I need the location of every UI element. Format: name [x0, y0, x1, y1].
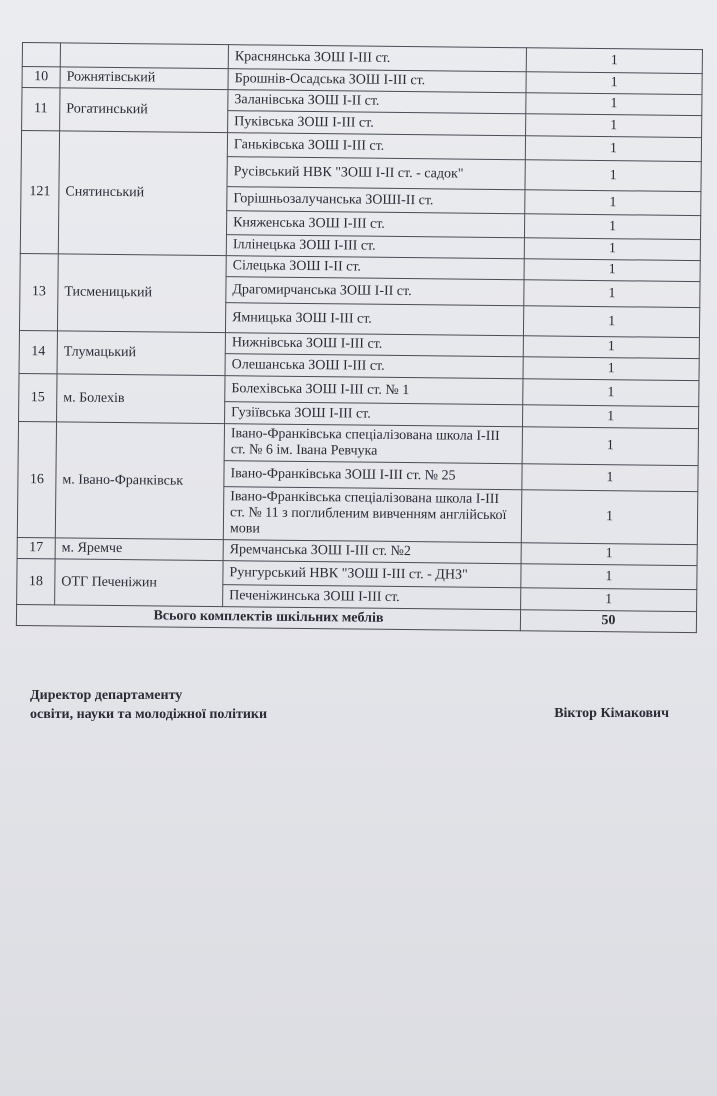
row-number: 13: [19, 253, 58, 330]
furniture-quantity: 1: [526, 114, 702, 138]
furniture-quantity: 1: [523, 306, 699, 338]
district-name: м. Івано-Франківськ: [55, 422, 224, 540]
district-name: Рожнятівський: [60, 67, 228, 90]
school-name: Пуківська ЗОШ І-ІІІ ст.: [228, 111, 526, 136]
furniture-quantity: 1: [522, 464, 698, 492]
total-value: 50: [520, 610, 696, 633]
school-name: Ямницька ЗОШ І-ІІІ ст.: [225, 303, 523, 336]
position-title-line1: Директор департаменту: [30, 688, 183, 703]
school-name: Заланівська ЗОШ І-ІІ ст.: [228, 90, 526, 114]
furniture-quantity: 1: [526, 72, 702, 95]
furniture-quantity: 1: [523, 379, 699, 407]
table-row: [18, 421, 698, 465]
table-body: [17, 43, 703, 612]
district-name: ОТГ Печеніжин: [55, 559, 223, 607]
row-number: 16: [17, 421, 56, 537]
furniture-quantity: 1: [525, 136, 701, 162]
school-name: Нижнівська ЗОШ І-ІІІ ст.: [225, 333, 523, 357]
school-name: Олешанська ЗОШ І-ІІІ ст.: [225, 354, 523, 379]
district-name: Рогатинський: [60, 88, 228, 133]
furniture-quantity: 1: [521, 564, 697, 590]
school-name: Печеніжинська ЗОШ І-ІІІ ст.: [223, 585, 521, 610]
district-name: Тисменицький: [57, 254, 226, 333]
row-number: [22, 43, 60, 67]
school-name: Рунгурський НВК "ЗОШ І-ІІІ ст. - ДНЗ": [223, 561, 521, 588]
district-name: Снятинський: [58, 131, 227, 256]
furniture-quantity: 1: [521, 490, 698, 545]
furniture-quantity: 1: [523, 336, 699, 359]
school-name: Сілецька ЗОШ І-ІІ ст.: [226, 256, 524, 280]
school-name: Княженська ЗОШ І-ІІІ ст.: [226, 211, 524, 238]
school-name: Драгомирчанська ЗОШ І-ІІ ст.: [226, 277, 524, 306]
furniture-quantity: 1: [526, 48, 702, 74]
district-name: м. Болехів: [57, 374, 225, 424]
row-number: 121: [20, 131, 59, 254]
school-name: Болехівська ЗОШ І-ІІІ ст. № 1: [225, 376, 523, 405]
furniture-quantity: 1: [522, 427, 698, 466]
row-number: 18: [17, 558, 55, 604]
signatory-name: Віктор Кімакович: [554, 706, 669, 721]
district-name: м. Яремче: [55, 538, 223, 561]
furniture-quantity: 1: [525, 160, 701, 192]
furniture-quantity: 1: [526, 93, 702, 116]
furniture-quantity: 1: [524, 259, 700, 282]
school-name: Івано-Франківська спеціалізована школа І-ІІІ ст. № 11 з поглибленим вивченням англійської мови: [223, 487, 522, 543]
furniture-quantity: 1: [523, 357, 699, 381]
furniture-quantity: 1: [521, 588, 697, 612]
district-name: [60, 43, 228, 69]
school-name: Брошнів-Осадська ЗОШ І-ІІІ ст.: [228, 69, 526, 93]
row-number: 15: [19, 373, 58, 421]
furniture-quantity: 1: [525, 190, 701, 216]
row-number: 14: [19, 330, 57, 373]
position-title-line2: освіти, науки та молодіжної політики: [30, 707, 268, 722]
furniture-quantity: 1: [521, 543, 697, 566]
school-name: Іллінецька ЗОШ І-ІІІ ст.: [226, 235, 524, 259]
schools-table-container: [16, 42, 702, 633]
furniture-quantity: 1: [522, 405, 698, 429]
schools-furniture-table: [16, 42, 703, 633]
school-name: Ганьківська ЗОШ І-ІІІ ст.: [227, 133, 525, 160]
school-name: Гузіївська ЗОШ І-ІІІ ст.: [225, 402, 523, 427]
row-number: 10: [22, 67, 60, 88]
district-name: Тлумацький: [57, 331, 225, 376]
school-name: Івано-Франківська спеціалізована школа І-ІІІ ст. № 6 ім. Івана Ревчука: [224, 424, 522, 464]
row-number: 17: [17, 537, 55, 558]
school-name: Яремчанська ЗОШ І-ІІІ ст. №2: [223, 540, 521, 564]
row-number: 11: [22, 88, 60, 131]
school-name: Краснянська ЗОШ І-ІІІ ст.: [228, 45, 526, 72]
school-name: Івано-Франківська ЗОШ І-ІІІ ст. № 25: [224, 461, 522, 490]
total-label: Всього комплектів шкільних меблів: [16, 604, 520, 630]
school-name: Русівський НВК "ЗОШ І-ІІ ст. - садок": [227, 157, 525, 190]
school-name: Горішньозалучанська ЗОШІ-ІІ ст.: [227, 187, 525, 214]
furniture-quantity: 1: [524, 214, 700, 240]
furniture-quantity: 1: [524, 280, 700, 308]
furniture-quantity: 1: [524, 238, 700, 261]
